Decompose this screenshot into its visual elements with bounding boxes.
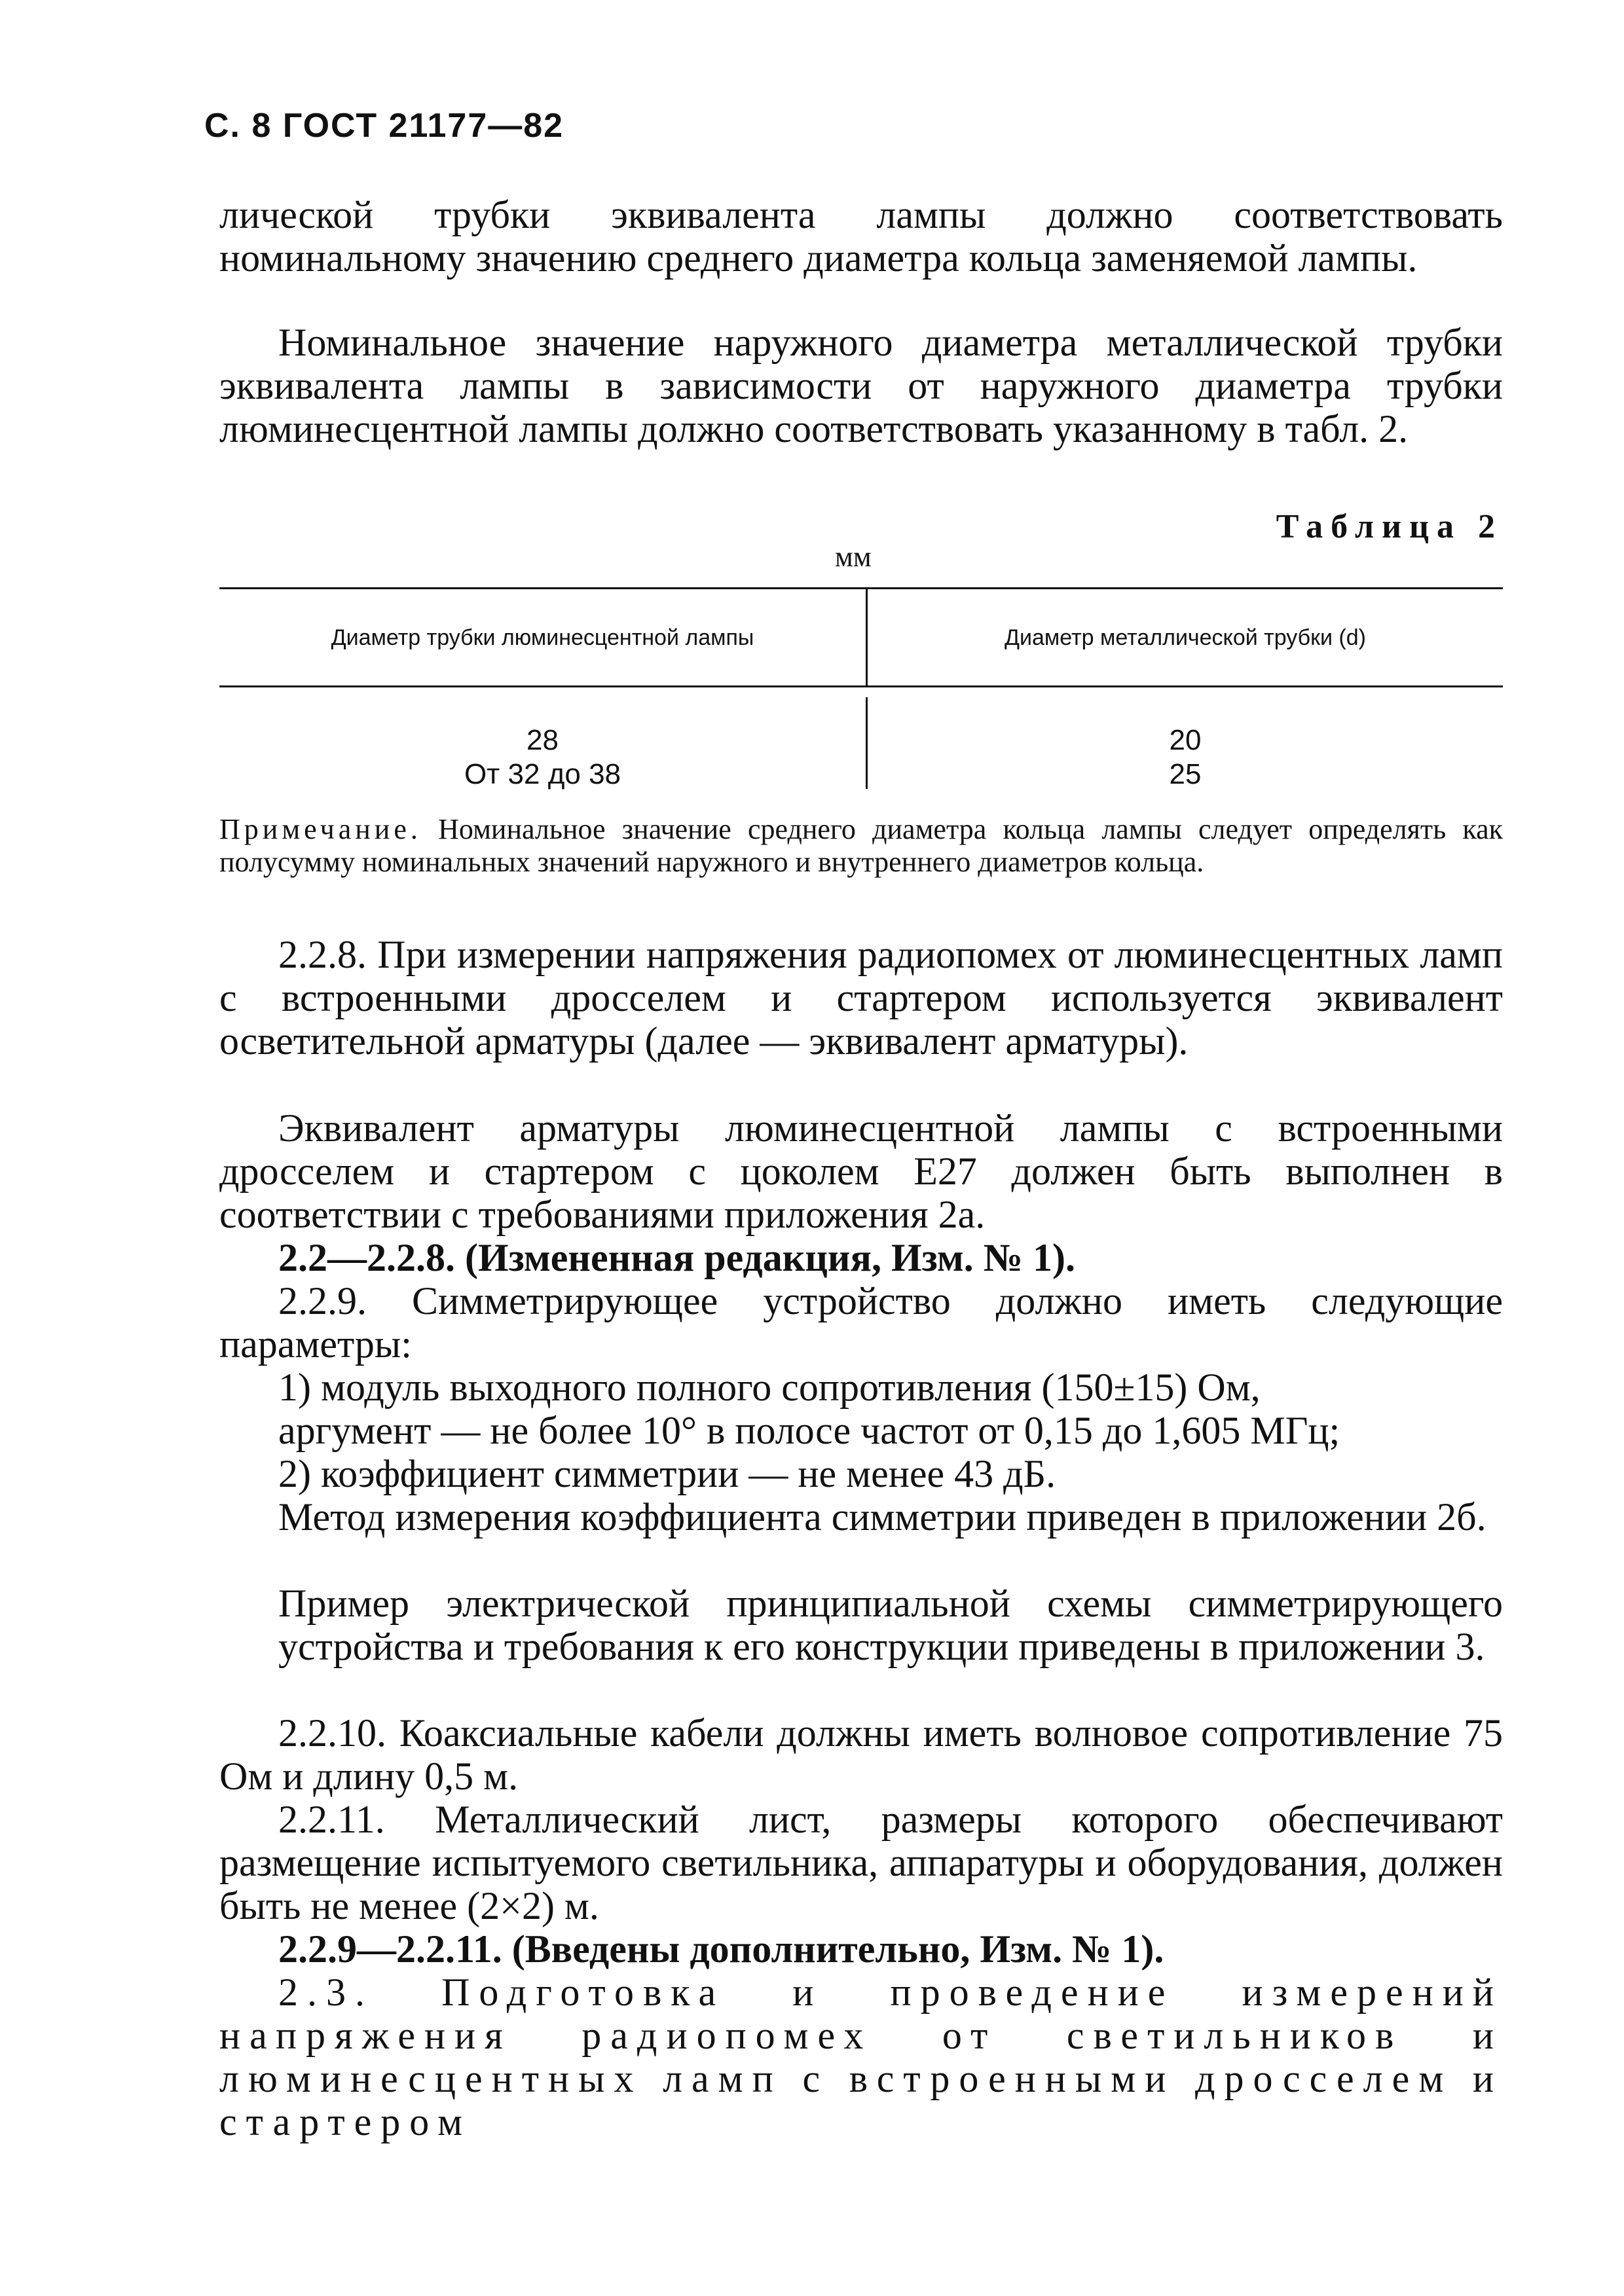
table-header-lamp-diameter: Диаметр трубки люминесцентной лампы (331, 625, 754, 650)
paragraph-continuation: лической трубки эквивалента лампы должно соответствовать номинальному значению среднего диаметра кольца заменяемой лампы. (219, 193, 1503, 280)
paragraph-nominal-diameter: Номинальное значение наружного диаметра металлической трубки эквивалента лампы в зависимости от наружного диаметра трубки люминесцентной лампы должно соответствовать указанному в табл. 2. (219, 321, 1503, 450)
section-2-2-8: 2.2.8. При измерении напряжения радиопомех от люминесцентных ламп с встроенными дросселем и стартером используется эквивалент осветительной арматуры (далее — эквивалент арматуры). (219, 933, 1503, 1063)
section-2-2-9-item-1-argument: аргумент — не более 10° в полосе частот от 0,15 до 1,605 МГц; (278, 1409, 1340, 1452)
table-caption: Таблица 2 (1276, 508, 1503, 545)
section-2-2-9-item-2: 2) коэффициент симметрии — не менее 43 дБ. (278, 1452, 1056, 1495)
table-note-label: Примечание. (219, 813, 422, 845)
table-note (219, 813, 1503, 879)
section-2-2-9-example: Пример электрической принципиальной схемы симметрирующего устройства и требования к его конструкции приведены в приложении 3. (278, 1582, 1503, 1668)
table-cell-r1-c2: 20 (1169, 724, 1202, 756)
section-2-2-9: 2.2.9. Симметрирующее устройство должно иметь следующие параметры: (219, 1279, 1503, 1366)
table-cell-r2-c2: 25 (1169, 758, 1202, 790)
section-2-2-11: 2.2.11. Металлический лист, размеры которого обеспечивают размещение испытуемого светильника, аппаратуры и оборудования, должен быть не менее (2×2) м. (219, 1798, 1503, 1927)
section-2-2-9-method: Метод измерения коэффициента симметрии приведен в приложении 2б. (278, 1495, 1486, 1539)
section-2-2-10: 2.2.10. Коаксиальные кабели должны иметь волновое сопротивление 75 Ом и длину 0,5 м. (219, 1711, 1503, 1798)
page-header: С. 8 ГОСТ 21177—82 (204, 107, 564, 145)
table-top-rule (219, 587, 1503, 589)
section-2-2-2-2-8-note: 2.2—2.2.8. (Измененная редакция, Изм. № 1). (278, 1236, 1076, 1279)
table-header-rule (219, 685, 1503, 687)
section-2-2-8-equivalent: Эквивалент арматуры люминесцентной лампы с встроенными дросселем и стартером с цоколем Е27 должен быть выполнен в соответствии с требованиями приложения 2а. (219, 1106, 1503, 1236)
table-cell-r2-c1: От 32 до 38 (464, 758, 621, 790)
table-note-text: Номинальное значение среднего диаметра кольца лампы следует определять как полусумму номинальных значений наружного и внутреннего диаметров кольца. (219, 813, 1503, 878)
section-2-2-9-item-1: 1) модуль выходного полного сопротивления (150±15) Ом, (278, 1366, 1261, 1409)
table-unit: мм (835, 541, 872, 573)
table-cell-r1-c1: 28 (526, 724, 559, 756)
section-2-3-heading: 2.3. Подготовка и проведение измерений напряжения радиопомех от светильников и люминесцентных ламп с встроенными дросселем и стартером (219, 1971, 1503, 2143)
section-2-2-9-2-2-11-note: 2.2.9—2.2.11. (Введены дополнительно, Изм. № 1). (278, 1927, 1164, 1971)
table-header-metal-diameter: Диаметр металлической трубки (d) (1005, 625, 1366, 650)
